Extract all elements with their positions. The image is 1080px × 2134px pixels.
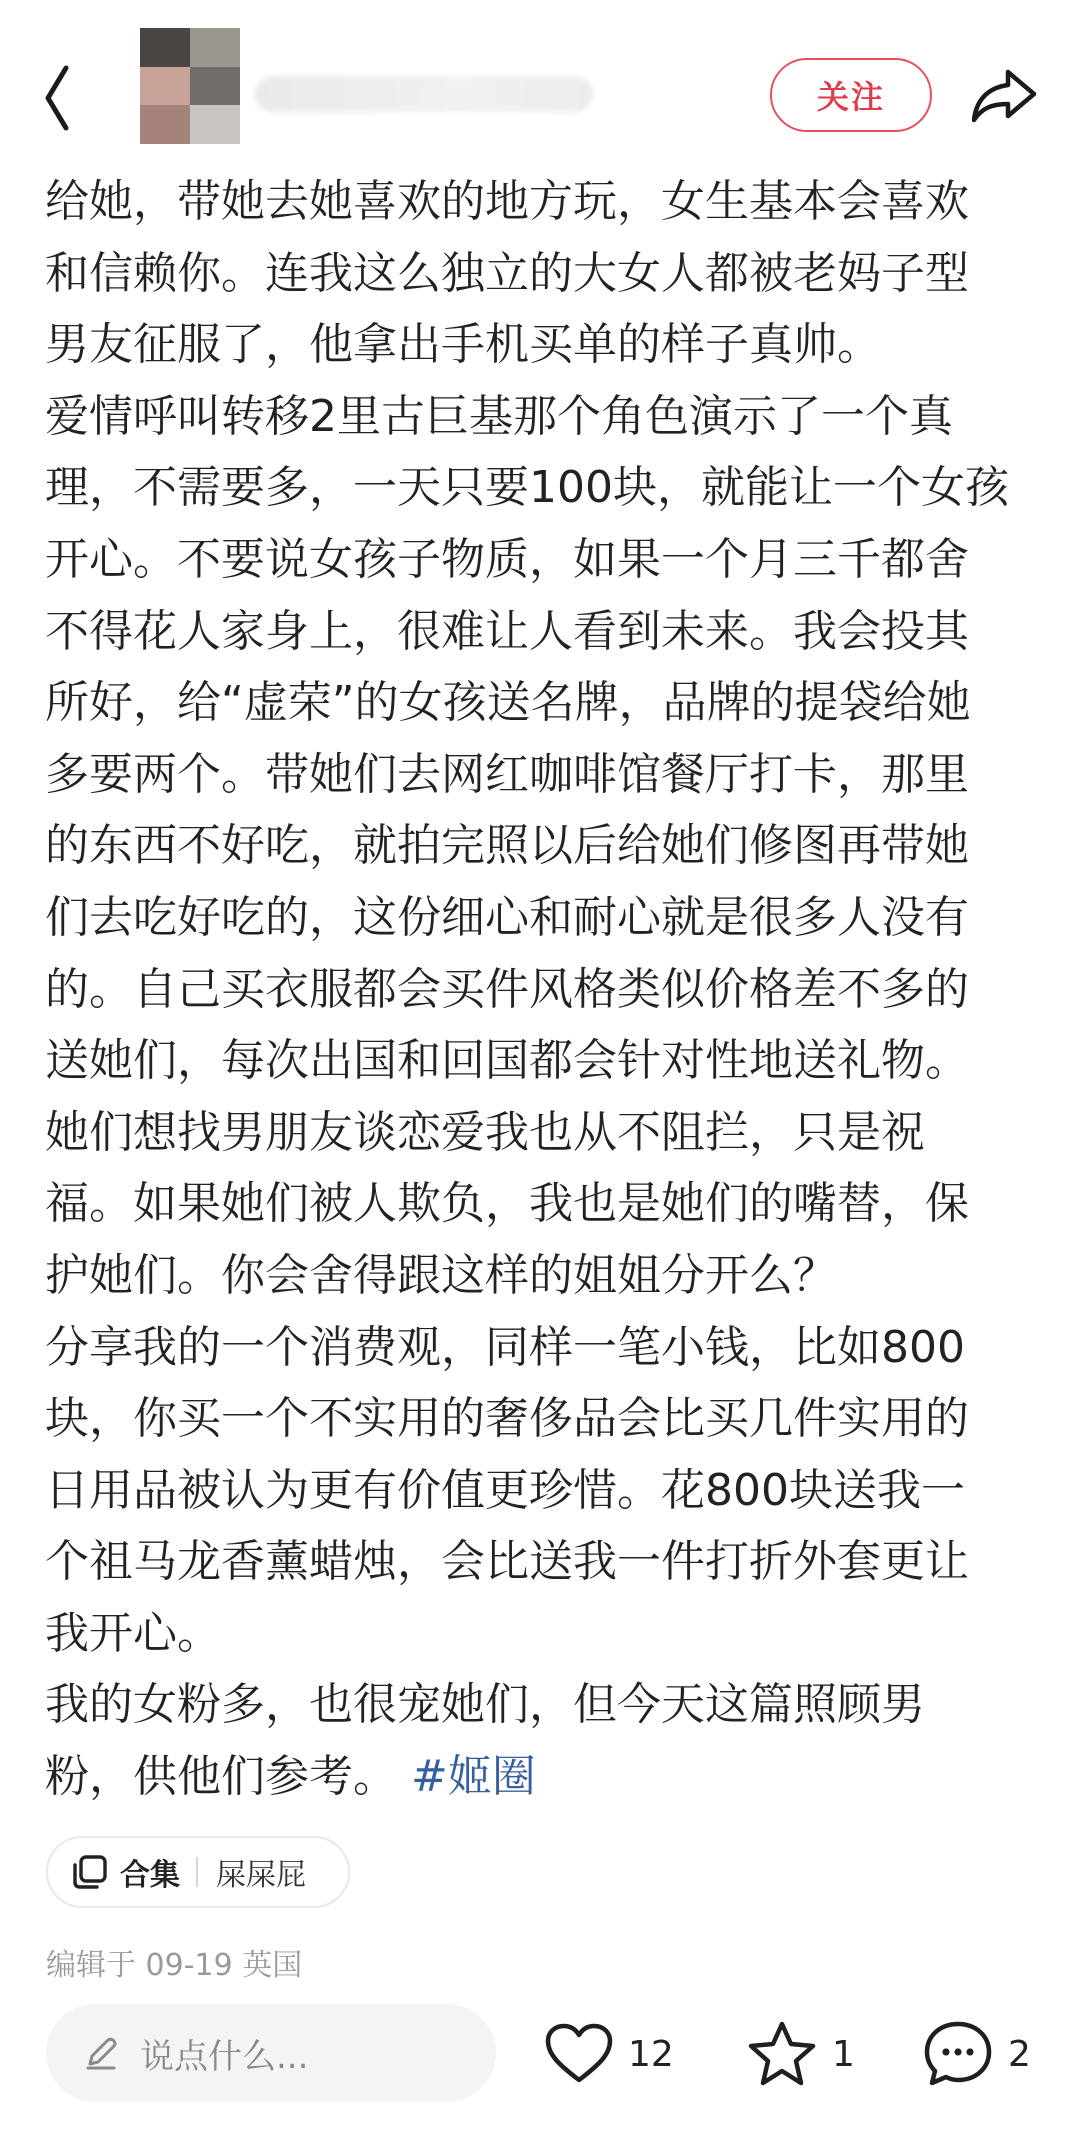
like-button[interactable] <box>544 2006 674 2102</box>
hashtag-link[interactable]: #姬圈 <box>411 1751 536 1803</box>
post-line: 块，你买一个不实用的奢侈品会比买几件实用的 <box>45 1393 969 1445</box>
post-line: 我开心。 <box>45 1607 221 1659</box>
bottom-action-bar <box>0 1996 1080 2134</box>
post-line: 她们想找男朋友谈恋爱我也从不阻拦，只是祝 <box>45 1106 925 1158</box>
post-line: 的。自己买衣服都会买件风格类似价格差不多的 <box>45 963 969 1015</box>
post-line: 给她，带她去她喜欢的地方玩，女生基本会喜欢 <box>45 176 969 227</box>
post-line: 不得花人家身上，很难让人看到未来。我会投其 <box>45 605 969 657</box>
top-bar <box>0 0 1080 168</box>
post-line-last <box>45 1741 1045 1813</box>
post-line: 多要两个。带她们去网红咖啡馆餐厅打卡，那里 <box>45 748 969 800</box>
post-line: 送她们，每次出国和回国都会针对性地送礼物。 <box>45 1035 969 1087</box>
comment-placeholder: 说点什么... <box>140 2036 309 2077</box>
follow-button[interactable]: 关注 <box>770 58 932 132</box>
author-name-blurred[interactable] <box>255 76 593 112</box>
back-button[interactable] <box>34 58 104 138</box>
chip-divider <box>196 1857 198 1887</box>
post-line: 个祖马龙香薰蜡烛，会比送我一件打折外套更让 <box>45 1536 969 1588</box>
back-arrow-icon <box>34 58 104 138</box>
like-count: 12 <box>628 2033 674 2075</box>
comment-count: 2 <box>1008 2033 1031 2075</box>
collection-chip[interactable] <box>46 1836 350 1908</box>
post-line: 护她们。你会舍得跟这样的姐姐分开么？ <box>45 1249 837 1301</box>
post-line: 爱情呼叫转移2里古巨基那个角色演示了一个真 <box>45 390 953 442</box>
collection-label: 合集 <box>120 1858 180 1893</box>
pencil-icon <box>82 2034 120 2072</box>
favorite-button[interactable] <box>746 2006 855 2102</box>
comment-bubble-icon <box>922 2019 994 2089</box>
favorite-count: 1 <box>832 2033 855 2075</box>
comment-button[interactable] <box>922 2006 1031 2102</box>
post-line: 日用品被认为更有价值更珍惜。花800块送我一 <box>45 1464 965 1516</box>
edit-timestamp: 编辑于 09-19 英国 <box>46 1948 303 1983</box>
post-line: 分享我的一个消费观，同样一笔小钱，比如800 <box>45 1321 965 1373</box>
post-line: 福。如果她们被人欺负，我也是她们的嘴替，保 <box>45 1178 969 1230</box>
post-line: 所好，给“虚荣”的女孩送名牌，品牌的提袋给她 <box>45 677 971 729</box>
post-line: 开心。不要说女孩子物质，如果一个月三千都舍 <box>45 533 969 585</box>
author-avatar[interactable] <box>140 28 240 144</box>
star-icon <box>746 2019 818 2089</box>
post-line-text: 粉，供他们参考。 <box>45 1751 397 1803</box>
collection-name: 屎屎屁 <box>216 1858 306 1893</box>
collection-icon <box>70 1852 110 1892</box>
post-line: 和信赖你。连我这么独立的大女人都被老妈子型 <box>45 247 969 299</box>
post-line: 理，不需要多，一天只要100块，就能让一个女孩 <box>45 462 1009 514</box>
comment-input[interactable] <box>46 2004 496 2102</box>
share-button[interactable] <box>964 58 1044 134</box>
post-line: 男友征服了，他拿出手机买单的样子真帅。 <box>45 319 881 371</box>
post-line: 我的女粉多，也很宠她们，但今天这篇照顾男 <box>45 1679 925 1731</box>
share-icon <box>964 58 1044 134</box>
heart-icon <box>544 2022 614 2086</box>
post-line: 的东西不好吃，就拍完照以后给她们修图再带她 <box>45 820 969 872</box>
post-content <box>45 166 1045 1813</box>
post-line: 们去吃好吃的，这份细心和耐心就是很多人没有 <box>45 891 969 943</box>
